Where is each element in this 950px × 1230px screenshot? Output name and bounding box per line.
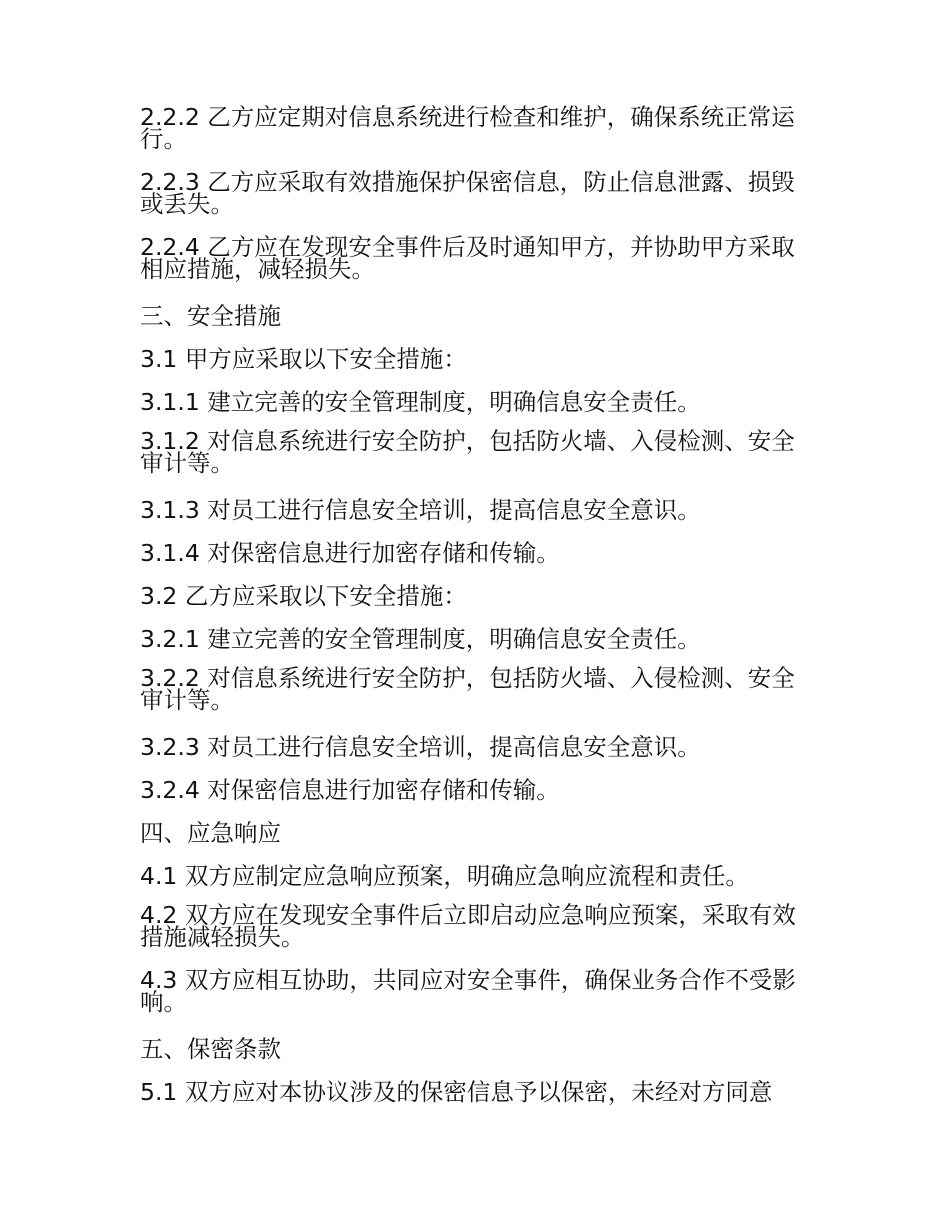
clause-5-1: 5.1 双方应对本协议涉及的保密信息予以保密，未经对方同意 (140, 1078, 773, 1106)
clause-3-2-4: 3.2.4 对保密信息进行加密存储和传输。 (140, 776, 560, 804)
clause-4-3: 4.3 双方应相互协助，共同应对安全事件，确保业务合作不受影响。 (140, 966, 796, 1016)
clause-3-2-3: 3.2.3 对员工进行信息安全培训，提高信息安全意识。 (140, 733, 701, 761)
clause-3-1: 3.1 甲方应采取以下安全措施： (140, 345, 467, 373)
clause-3-1-4: 3.1.4 对保密信息进行加密存储和传输。 (140, 539, 560, 567)
clause-3-2: 3.2 乙方应采取以下安全措施： (140, 582, 467, 610)
clause-4-2: 4.2 双方应在发现安全事件后立即启动应急响应预案，采取有效措施减轻损失。 (140, 901, 796, 951)
clause-3-2-1: 3.2.1 建立完善的安全管理制度，明确信息安全责任。 (140, 625, 701, 653)
section-heading-5: 五、保密条款 (140, 1035, 281, 1063)
clause-2-2-2: 2.2.2 乙方应定期对信息系统进行检查和维护，确保系统正常运行。 (140, 103, 795, 153)
clause-4-1: 4.1 双方应制定应急响应预案，明确应急响应流程和责任。 (140, 862, 749, 890)
clause-2-2-4: 2.2.4 乙方应在发现安全事件后及时通知甲方，并协助甲方采取相应措施，减轻损失。 (140, 233, 795, 283)
clause-3-1-3: 3.1.3 对员工进行信息安全培训，提高信息安全意识。 (140, 496, 701, 524)
section-heading-3: 三、安全措施 (140, 302, 281, 330)
clause-3-2-2: 3.2.2 对信息系统进行安全防护，包括防火墙、入侵检测、安全审计等。 (140, 664, 795, 714)
document-body (140, 103, 810, 1120)
section-heading-4: 四、应急响应 (140, 819, 281, 847)
clause-3-1-1: 3.1.1 建立完善的安全管理制度，明确信息安全责任。 (140, 388, 701, 416)
clause-2-2-3: 2.2.3 乙方应采取有效措施保护保密信息，防止信息泄露、损毁或丢失。 (140, 168, 795, 218)
clause-3-1-2: 3.1.2 对信息系统进行安全防护，包括防火墙、入侵检测、安全审计等。 (140, 427, 795, 477)
